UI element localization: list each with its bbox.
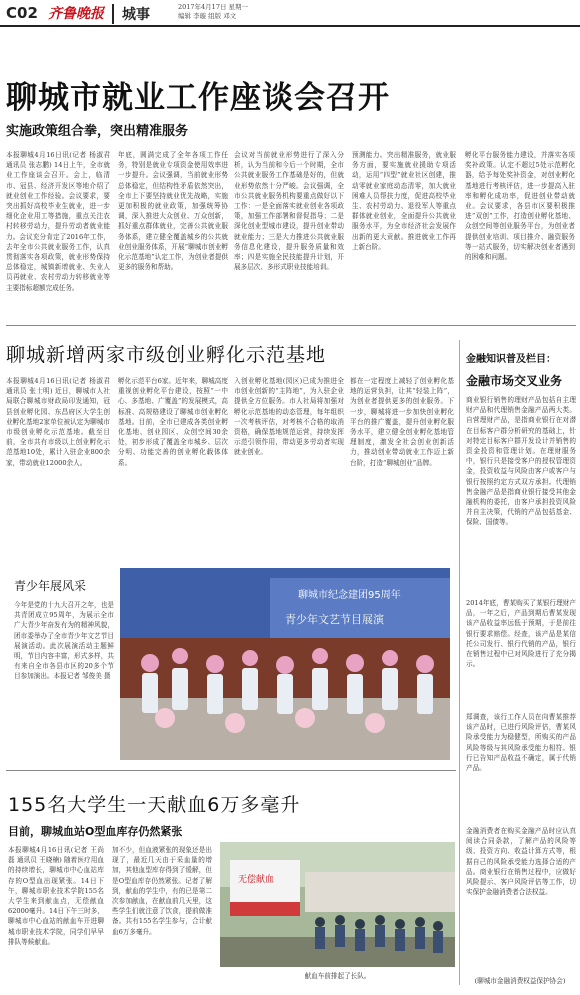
newspaper-logo: 齐鲁晚报 bbox=[48, 6, 104, 22]
section-divider bbox=[6, 325, 576, 326]
page-header bbox=[0, 0, 580, 24]
lead-subheadline: 实施政策组合拳，突出精准服务 bbox=[6, 124, 189, 139]
story3-text: 今年是党的十九大召开之年，也是共青团成立95周年，为展示全市广大青少年奋发有为的精神风貌，团市委举办了全市青少年文艺节目展演活动。此次展演活动主题鲜明，节目内容丰富，形式多样，共有来自全市各县市区的20多个节目参加演出。本报记者 邹俊美 摄 bbox=[14, 601, 114, 681]
story4-column-1: 本报聊城4月16日讯(记者 王尚磊 通讯员 王晓楠) 随着医疗用血的持续增长，聊城市中心血站库存的O型血出现紧张。14日下午，聊城市职业技术学院155名大学生来到献血点，无偿献血62000毫升。14日下午三时多，聊城市中心血站的献血车开进聊城市职业技术学院，同学们早早排队等候献血。 bbox=[8, 846, 104, 946]
lead-column-5: 孵化平台服务能力建设，并落实各项奖补政策。认定不超过5处示范孵化器，给予每处奖补资金，对创业孵化基地进行考核评估，进一步提高入驻率和孵化成功率，促进创业带动就业。会议要求，各县市区要积极推进“双创”工作，打造创业孵化基地、众创空间等创业服务平台，为创业者提供创业培训、项目推介、融资服务等一站式服务，切实解决创业者遇到的困难和问题。 bbox=[465, 151, 575, 262]
sidebar-paragraph-3: 郑调查，该行工作人员在向曹某推荐该产品时，已进行风险评估，曹某风险承受能力为稳健型，所购买的产品风险等级与其风险承受能力相符。银行已告知产品收益不确定，属于代销产品。 bbox=[466, 713, 576, 773]
youth-performance-image bbox=[120, 568, 450, 760]
story2-column-1: 本报聊城4月16日讯(记者 杨淑君 通讯员 张士明) 近日，聊城市人社局联合聊城市财政局印发通知，冠县创业孵化园、东昌府区大学生创业孵化基地2家单位被认定为聊城市市级创业孵化示范基地。截至目前，全市共有市级以上创业孵化示范基地10处，累计入驻企业800余家，带动就业12000余人。 bbox=[6, 377, 110, 467]
story2-column-2: 孵化示范平台6家。近年来，聊城高度重视创业孵化平台建设，按照“一中心、多基地、广覆盖”的发展模式，高标准、高规格建设了聊城市创业孵化基地。目前，全市已建成各类创业孵化基地、创业园区、众创空间30余处，初步形成了覆盖全市城乡、层次分明、功能完善的创业孵化载体体系。 bbox=[118, 377, 228, 467]
blood-donation-image bbox=[220, 842, 455, 967]
story4-subheadline: 目前，聊城血站O型血库存仍然紧张 bbox=[8, 825, 183, 838]
issue-date: 2017年4月17日 星期一 bbox=[178, 3, 249, 11]
story4-headline: 155名大学生一天献血6万多毫升 bbox=[8, 794, 301, 816]
lead-column-4: 预测能力。突出精准服务，就业服务方面，要实施就业援助专项活动，运用“四型”就业社区创建，推动零就业家庭动态清零，加大就业困难人员帮扶力度，促进高校毕业生、农村劳动力、退役军人等重点群体就业创业，全面提升公共就业服务水平，为全市经济社会发展作出新的更大贡献。推进就业工作再上新台阶。 bbox=[352, 151, 456, 251]
photo-banner: 青少年文艺节目展演 bbox=[285, 613, 384, 626]
donation-banner: 无偿献血 bbox=[238, 875, 275, 885]
sidebar-title: 金融市场交叉业务 bbox=[466, 374, 563, 388]
lead-column-1: 本报聊城4月16日讯(记者 杨淑君 通讯员 张志鹏) 14日上午，全市就业工作座谈会召开。会上，临清市、冠县、经济开发区等地介绍了就业创业工作经验。会议要求，要突出抓好高校毕业生就业，进一步细化企业用工等措施，重点关注农村转移劳动力，提升劳动者就业能力。会议充分肯定了2016年工作，去年全市公共就业服务工作，认真贯彻落实各项政策，就业形势保持总体稳定，城镇新增就业、失业人员再就业、农村劳动力转移就业等主要指标超额完成任务。 bbox=[6, 151, 110, 292]
youth-performance-photo bbox=[120, 568, 450, 760]
header-meta bbox=[178, 3, 248, 21]
lead-headline: 聊城市就业工作座谈会召开 bbox=[6, 80, 390, 116]
header-rule bbox=[0, 25, 580, 27]
sidebar-paragraph-2: 2014年底，曹某购买了某银行理财产品，一年之后，产品到期后曹某发现该产品收益率远低于预期，于是前往银行要求赔偿。经查，该产品是某信托公司发行、银行代销的产品，银行在销售过程中已对风险进行了充分揭示。 bbox=[466, 599, 576, 669]
sidebar-credit: (聊城市金融消费权益保护协会) bbox=[474, 977, 566, 985]
story2-column-4: 都在一定程度上减轻了创业孵化基地的运营负担，让其“轻装上阵”，为创业者提供更多的创业服务。下一步，聊城将进一步加快创业孵化平台的推广覆盖，提升创业孵化服务水平，建立健全创业孵化基地管理制度，激发全社会创业创新活力，推动创业带动就业工作迈上新台阶，打造“聊城创业”品牌。 bbox=[350, 377, 454, 467]
page-number: C02 bbox=[6, 4, 38, 22]
sidebar-divider bbox=[459, 340, 460, 985]
story4-divider bbox=[6, 770, 456, 771]
story2-column-3: 入创业孵化基地(园区)已成为推进全市创业创新的“主阵地”，为入驻企业提供全方位服务。市人社局将加强对孵化示范基地的动态管理，每年组织一次考核评估，对考核不合格的取消资格，确保基地规范运营，持续发挥示范引领作用，带动更多劳动者实现就业创业。 bbox=[234, 377, 344, 457]
section-name: 城事 bbox=[112, 4, 150, 24]
story4-column-2: 加不少，但血液紧张的现象还是出现了，最近几天由于采血量的增加，其他血型库存得到了缓解，但是O型血库存仍然紧张。记者了解到，献血的学生中，有的已是第二次参加献血，在献血前几天里，这些学生们就注意了饮食，提前做准备。共有155名学生参与，合计献血6万多毫升。 bbox=[112, 846, 212, 936]
story2-headline: 聊城新增两家市级创业孵化示范基地 bbox=[6, 344, 327, 366]
photo-label: 聊城市纪念建团95周年 bbox=[298, 590, 401, 601]
sidebar-paragraph-1: 商业银行销售的理财产品包括自主理财产品和代理销售金融产品两大类。自营理财产品，是指商业银行在对潜在目标客户群分析研究的基础上，针对特定目标客户群开发设计并销售的资金投资和管理计划。在理财服务中，银行只是接受客户的授权管理资金，投资收益与风险由客户或客户与银行按照约定方式双方承担。代理销售金融产品是指商业银行接受其他金融机构的委托，由客户承担投资风险并自主决策，代销的产品包括基金、保险、国债等。 bbox=[466, 396, 576, 527]
story4-photo-caption: 献血车前排起了长队。 bbox=[304, 972, 371, 980]
lead-column-3: 会议对当前就业形势进行了深入分析，认为当前和今后一个时期，全市公共就业服务工作基础是好的，但就业形势依然十分严峻。会议强调，全市公共就业服务机构要重点做好以下工作：一是全面落实就业创业各项政策，加强工作部署和督促指导；二是深化创业型城市建设，提升创业带动就业能力；三是大力推进公共就业服务信息化建设，提升服务质量和效率；四是实施全民技能提升计划，开展多层次、多形式职业技能培训。 bbox=[234, 151, 344, 272]
editors-line: 编辑 李璇 组版 邓文 bbox=[178, 12, 237, 20]
sidebar-kicker: 金融知识普及栏目： bbox=[466, 354, 556, 365]
lead-column-2: 年底，圆满完成了全年各项工作任务，特别是就业专项资金使用效率进一步提升。会议强调，当前就业形势总体稳定，但结构性矛盾依然突出，全市上下要坚持就业优先战略，实施更加积极的就业政策，加强统筹协调，深入推进大众创业、万众创新，抓好重点群体就业，完善公共就业服务体系，建立健全覆盖城乡的公共就业创业服务体系，开展“聊城市创业孵化示范基地”认定工作，为创业者提供更多的服务和帮助。 bbox=[118, 151, 228, 272]
sidebar-paragraph-4: 金融消费者在购买金融产品时应认真阅读合同条款，了解产品的风险等级、投资方向、收益计算方式等，根据自己的风险承受能力选择合适的产品。商业银行在销售过程中，应做好风险提示、客户风险评估等工作，切实保护金融消费者合法权益。 bbox=[466, 827, 576, 897]
story3-headline: 青少年展风采 bbox=[14, 579, 87, 593]
blood-donation-photo bbox=[220, 842, 455, 967]
